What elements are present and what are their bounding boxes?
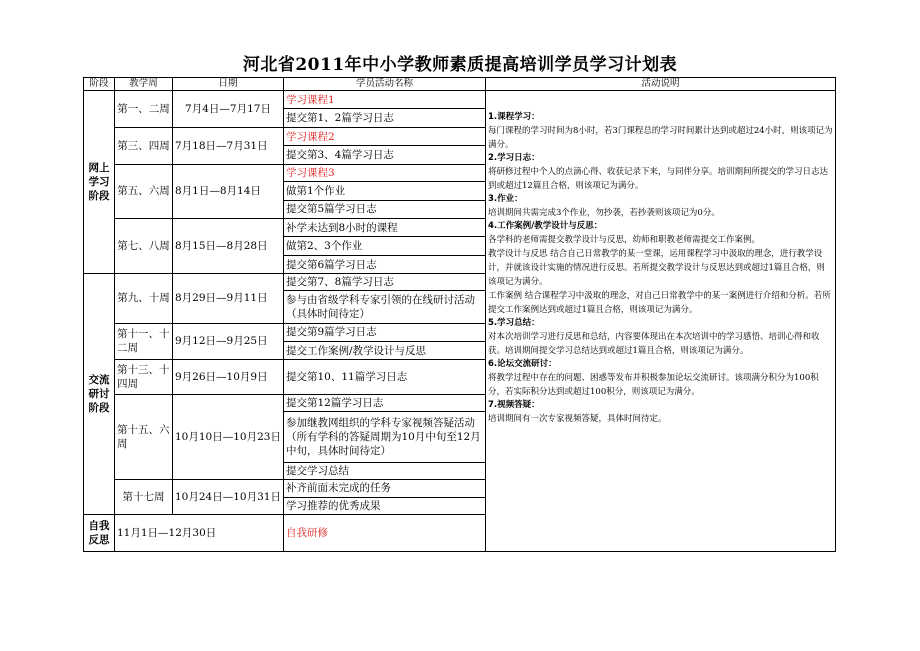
week-cell: 第十五、六周: [115, 395, 173, 480]
note-text: 将研修过程中个人的点滴心得、收获记录下来，与同伴分享。培训期间所提交的学习日志达到或超过12篇且合格，则该项记为满分。: [488, 167, 829, 191]
note-heading: 1.课程学习：: [488, 112, 540, 122]
week-cell: 第五、六周: [115, 164, 173, 218]
activity-cell: 提交第12篇学习日志: [284, 395, 486, 411]
week-cell: 第三、四周: [115, 127, 173, 164]
note-heading: 5.学习总结：: [488, 318, 540, 328]
activity-description: [486, 91, 836, 552]
table-row: [84, 91, 836, 109]
date-cell: 7月4日—7月17日: [173, 91, 284, 128]
note-text: 每门课程的学习时间为8小时，若3门课程总的学习时间累计达到或超过24小时，则该项记为满分。: [488, 126, 833, 150]
activity-cell: 参加继教网组织的学科专家视频答疑活动（所有学科的答疑周期为10月中旬至12月中旬，具体时间待定）: [284, 411, 486, 462]
date-cell: 8月15日—8月28日: [173, 219, 284, 274]
activity-cell: 学习课程3: [284, 164, 486, 181]
week-cell: 第十一、十二周: [115, 323, 173, 360]
date-cell: 7月18日—7月31日: [173, 127, 284, 164]
note-heading: 7.视频答疑：: [488, 400, 540, 410]
activity-cell: 提交第1、2篇学习日志: [284, 109, 486, 127]
note-text: 各学科的老师需提交教学设计与反思，幼师和职教老师需提交工作案例。: [488, 235, 761, 245]
activity-cell: 做第2、3个作业: [284, 237, 486, 255]
activity-cell: 提交第7、8篇学习日志: [284, 274, 486, 290]
header-description: 活动说明: [486, 78, 836, 91]
activity-cell: 提交工作案例/教学设计与反思: [284, 341, 486, 359]
date-cell: 10月10日—10月23日: [173, 395, 284, 480]
activity-cell: 提交学习总结: [284, 462, 486, 479]
phase-online: 网上学习阶段: [84, 91, 115, 274]
document-title: 河北省2011年中小学教师素质提高培训学员学习计划表: [242, 55, 678, 75]
header-phase: 阶段: [84, 78, 115, 91]
table-header-row: [84, 78, 836, 91]
activity-cell: 提交第3、4篇学习日志: [284, 146, 486, 164]
note-text: 将教学过程中存在的问题、困惑等发布并积极参加论坛交流研讨。该项满分积分为100积分，若实际积分达到或超过100积分，则该项记为满分。: [488, 373, 819, 397]
header-week: 教学周: [115, 78, 173, 91]
activity-cell: 学习推荐的优秀成果: [284, 497, 486, 514]
phase-reflect: 自我反思: [84, 515, 115, 552]
date-cell: 9月26日—10月9日: [173, 360, 284, 395]
activity-cell: 提交第9篇学习日志: [284, 323, 486, 341]
activity-cell: 提交第10、11篇学习日志: [284, 360, 486, 395]
note-text: 工作案例 结合课程学习中汲取的理念，对自己日常教学中的某一案例进行介绍和分析。若所提交工作案例达到或超过1篇且合格，则该项记为满分。: [488, 291, 831, 315]
activity-cell: 学习课程2: [284, 127, 486, 145]
note-text: 对本次培训学习进行反思和总结，内容要体现出在本次培训中的学习感悟、培训心得和收获。培训期间提交学习总结达到或超过1篇且合格，则该项记为满分。: [488, 332, 820, 356]
note-heading: 4.工作案例/教学设计与反思：: [488, 221, 603, 231]
week-cell: 第十三、十四周: [115, 360, 173, 395]
date-cell: 11月1日—12月30日: [115, 515, 284, 552]
week-cell: 第七、八周: [115, 219, 173, 274]
week-cell: 第九、十周: [115, 274, 173, 323]
activity-cell: 学习课程1: [284, 91, 486, 109]
note-text: 培训期间共需完成3个作业，勿抄袭，若抄袭则该项记为0分。: [488, 208, 720, 218]
study-plan-table: [83, 77, 836, 552]
phase-exchange: 交流研讨阶段: [84, 274, 115, 515]
note-text: 教学设计与反思 结合自己日常教学的某一堂课，运用课程学习中汲取的理念，进行教学设计，并就该设计实施的情况进行反思。若所提交教学设计与反思达到或超过1篇且合格，则该项记为满分。: [488, 249, 825, 287]
week-cell: 第一、二周: [115, 91, 173, 128]
date-cell: 9月12日—9月25日: [173, 323, 284, 360]
note-heading: 2.学习日志：: [488, 153, 540, 163]
note-heading: 6.论坛交流研讨：: [488, 359, 557, 369]
header-date: 日期: [173, 78, 284, 91]
activity-cell: 做第1个作业: [284, 182, 486, 200]
activity-cell: 补齐前面未完成的任务: [284, 480, 486, 497]
activity-cell: 提交第5篇学习日志: [284, 200, 486, 218]
activity-cell: 参与由省级学科专家引领的在线研讨活动（具体时间待定）: [284, 290, 486, 323]
activity-cell: 补学未达到8小时的课程: [284, 219, 486, 237]
date-cell: 8月29日—9月11日: [173, 274, 284, 323]
date-cell: 8月1日—8月14日: [173, 164, 284, 218]
header-activity: 学员活动名称: [284, 78, 486, 91]
activity-cell: 提交第6篇学习日志: [284, 255, 486, 273]
date-cell: 10月24日—10月31日: [173, 480, 284, 515]
activity-cell: 自我研修: [284, 515, 486, 552]
note-text: 培训期间有一次专家视频答疑，具体时间待定。: [488, 414, 667, 424]
week-cell: 第十七周: [115, 480, 173, 515]
note-heading: 3.作业：: [488, 194, 523, 204]
